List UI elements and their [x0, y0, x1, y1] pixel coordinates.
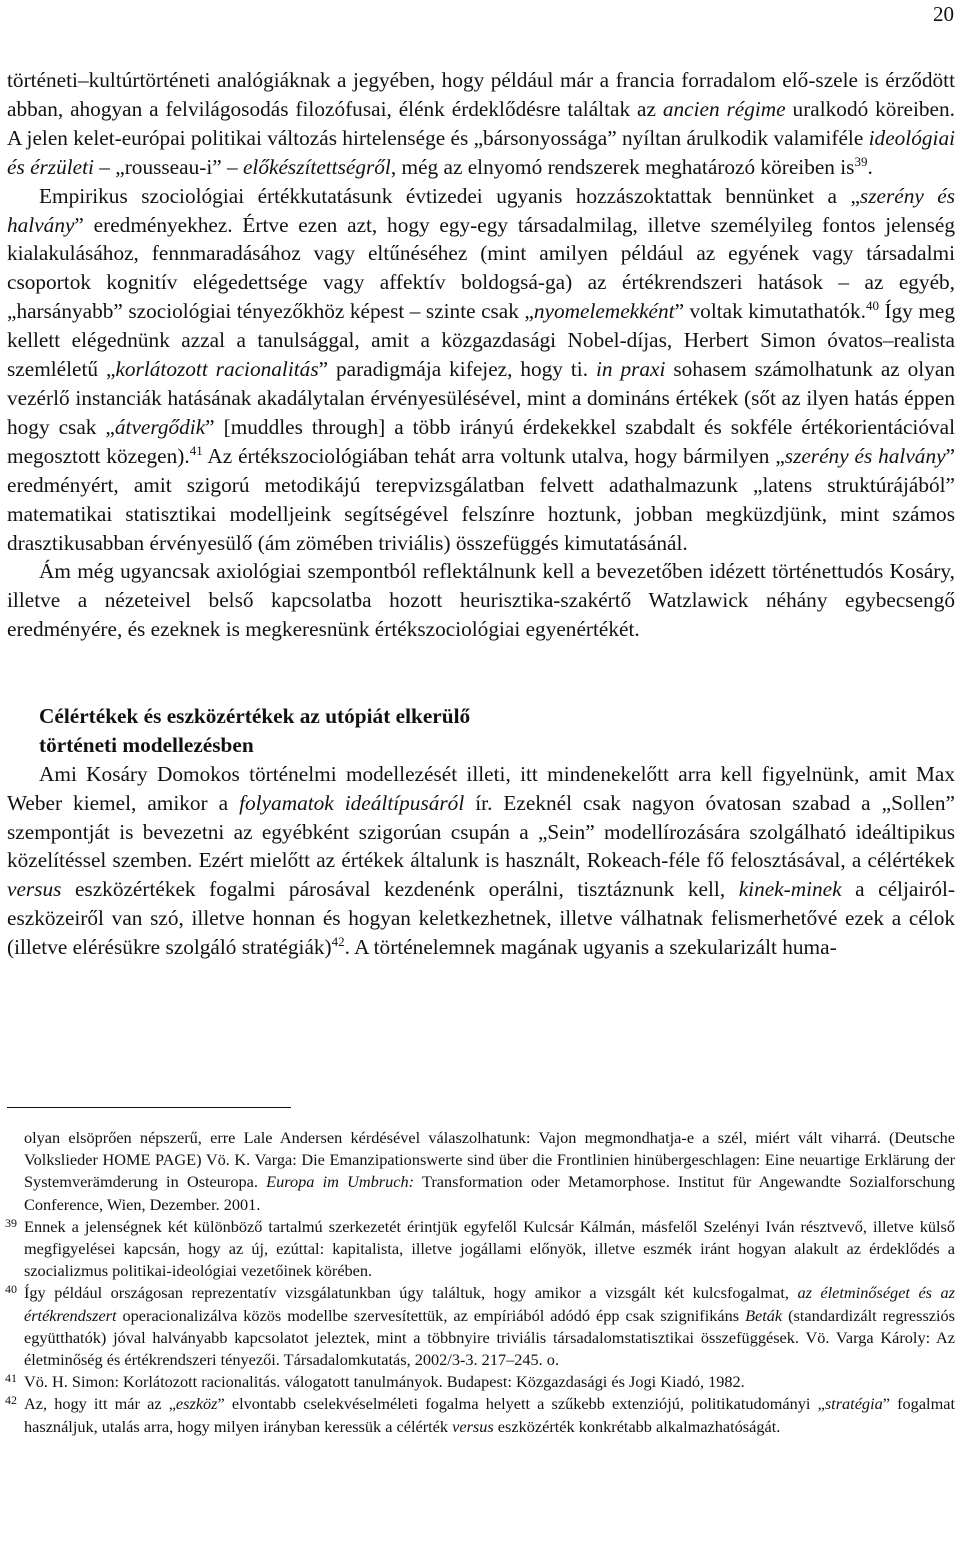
paragraph: Empirikus szociológiai értékkutatásunk évtizedei ugyanis hozzászoktattak bennünket a „szerény és halvány” eredményekhez. Értve ezen azt, hogy egy-egy társadalmilag, illetve személyileg fontos jelenség kialakulásához, fennmaradásához vagy eltűnéséhez (mint amilyen például az egyének vagy társadalmi csoportok kognitív elégedettsége vagy affektív boldogsá-ga) az értékrendszeri hatások – az egyéb, „harsányabb” szociológiai tényezőkhöz képest – szinte csak „nyomelemekként” voltak kimutathatók.$^{40}$ Így meg kellett elégednünk azzal a tanulsággal, amit a közgazdasági Nobel-díjas, Herbert Simon óvatos–realista szemléletű „korlátozott racionalitás” paradigmája kifejez, hogy ti. in praxi sohasem számolhatunk az olyan vezérlő instanciák hatásának akadálytalan érvényesülésével, mint a domináns értékek (sőt az ilyen hatás éppen hogy csak „átvergődik” [muddles through] a több irányú érdekekkel szabdalt és sokféle értékorientációval megosztott közegen).$^{41}$ Az értékszociológiában tehát arra voltunk utalva, hogy bármilyen „szerény és halvány” eredményért, amit szigorú metodikájú terepvizsgálatban felvett adathalmazunk „latens struktúrájából” matematikai statisztikai modelljeink segítségével felszínre hoztunk, jobban megküzdjünk, mint számos drasztikusabban érvényesülő (ám zömében triviális) összefüggés kimutatásánál. [7, 183, 955, 555]
section-heading-line: Célértékek és eszközértékek az utópiát elkerülő [39, 703, 471, 728]
footnote-number: 40 [5, 1282, 17, 1297]
italic-text: ideológiai és érzületi [7, 125, 956, 179]
italic-text: Europa im Umbruch: [266, 1172, 415, 1192]
italic-text: folyamatok ideáltípusáról [239, 790, 465, 815]
spacer [7, 644, 955, 673]
italic-text: nyomelemekként [533, 299, 675, 324]
italic-text: szerény és halvány [784, 443, 946, 468]
spacer [7, 673, 955, 702]
italic-text: előkészítettségről [242, 154, 391, 179]
italic-text: az életminőséget és az értékrendszert [24, 1283, 956, 1325]
footnote-number: 39 [5, 1215, 17, 1230]
italic-text: stratégia [824, 1394, 883, 1414]
italic-text: versus [452, 1416, 494, 1436]
italic-text: kinek-minek [738, 877, 842, 902]
italic-text: ancien régime [662, 96, 786, 121]
footnote: 40 Így például országosan reprezentatív vizsgálatunkban úgy találtuk, hogy amikor a vizsgált két kulcsfogalmat, az életminőséget és az értékrendszert operacionalizálva közös modellbe szervesítettük, az empíriából adódó épp csak szignifikáns Beták (standardizált regressziós együtthatók) jóval halványabb kapcsolatot jeleztek, mint a többnyire triviális társadalomstatisztikai összefüggések. Vö. Varga Károly: Az életminőség és értékrendszeri tényezői. Társadalomkutatás, 2002/3-3. 217–245. o. [7, 1282, 955, 1371]
footnote: 41 Vö. H. Simon: Korlátozott racionalitás. válogatott tanulmányok. Budapest: Közgazdasági és Jogi Kiadó, 1982. [7, 1371, 955, 1393]
footnote-ref: 40 [865, 298, 879, 314]
footnote-ref: 39 [854, 153, 868, 169]
italic-text: átvergődik [114, 414, 206, 439]
footnotes [7, 1127, 955, 1438]
section-heading [7, 702, 955, 760]
paragraph: történeti–kultúrtörténeti analógiáknak a jegyében, hogy például már a francia forradalom elő-szele is érződött abban, ahogyan a felvilágosodás filozófusai, élénk érdeklődésre találtak az ancien régime uralkodó köreiben. A jelen kelet-európai politikai változás hirtelensége és „bársonyossága” nyíltan árulkodik valamiféle ideológiai és érzületi – „rousseau-i” – előkészítettségről, még az elnyomó rendszerek meghatározó köreiben $is^{39}$. [7, 68, 956, 179]
italic-text: szerény és halvány [7, 183, 955, 237]
section-heading-line: történeti modellezésben [39, 732, 254, 757]
paragraph: Ám még ugyancsak axiológiai szempontból reflektálnunk kell a bevezetőben idézett történettudós Kosáry, illetve a nézeteivel belső kapcsolatba hozott heurisztika-szakértő Watzlawick néhány egybecsengő eredményére, és ezeknek is megkeresnünk értékszociológiai egyenértékét. [7, 559, 955, 642]
italic-text: korlátozott racionalitás [115, 357, 319, 382]
italic-text: Beták [745, 1305, 783, 1325]
page-number: 20 [933, 2, 954, 26]
footnote-ref: 42 [331, 934, 345, 950]
footnote-ref: 41 [189, 442, 203, 458]
footnote: olyan elsöprően népszerű, erre Lale Andersen kérdésével válaszolhatunk: Vajon megmondhatja-e a szél, miért vált viharrá. (Deutsche Volkslieder HOME PAGE) Vö. K. Varga: Die Emanzipationswerte sind über die Frontlinien hinübergeschlagen: Eine neuartige Erklärung der Systemverämderung in Osteuropa. Europa im Umbruch: Transformation oder Metamorphose. Institut für Angewandte Sozialforschung Conference, Wien, Dezember. 2001. [24, 1128, 955, 1214]
italic-text: eszköz [175, 1394, 218, 1414]
main-text [7, 66, 955, 962]
footnote-number: 42 [5, 1393, 17, 1408]
footnote: 39 Ennek a jelenségnek két különböző tartalmú szerkezetét érintjük egyfelől Kulcsár Kálmán, másfelől Szelényi Iván résztvevő, illetve külső megfigyelései kapcsán, hogy az új, ezúttal: kapitalista, illetve jogállami előnyök, illetve eszmék iránt hogyan alakult az érdeklődés a szocializmus politikai-ideológiai vezetőinek körében. [7, 1216, 955, 1283]
paragraph: Ami Kosáry Domokos történelmi modellezését illeti, itt mindenekelőtt arra kell figyelnünk, amit Max Weber kiemel, amikor a folyamatok ideáltípusáról ír. Ezeknél csak nagyon óvatosan szabad a „Sollen” szempontját is bevezetni az egyébként szigorúan csupán a „Sein” modellírozására szolgálható ideáltipikus közelítéssel szemben. Ezért mielőtt az értékek általunk is használt, Rokeach-féle fő felosztásával, a célértékek versus eszközértékek fogalmi párosával kezdenénk operálni, tisztáznunk kell, kinek-minek a céljairól-eszközeiről van szó, illetve honnan és hogyan keletkezhetnek, illetve válhatnak felismerhetővé ezek a célok (illetve elérésükre szolgáló stratégiák)$^{42}$. A történelemnek magának ugyanis a szekularizált huma- [7, 761, 955, 960]
footnote-number: 41 [5, 1371, 17, 1386]
italic-text: versus [7, 877, 62, 902]
footnote: 42 Az, hogy itt már az „eszköz” elvontabb cselekvéselméleti fogalma helyett a szűkebb extenziójú, politikatudományi „stratégia” fogalmat használjuk, utalás arra, hogy milyen irányban keressük a célérték versus eszközérték konkrétabb alkalmazhatóságát. [7, 1393, 955, 1437]
italic-text: in praxi [595, 357, 666, 382]
footnote-separator [7, 1107, 291, 1108]
